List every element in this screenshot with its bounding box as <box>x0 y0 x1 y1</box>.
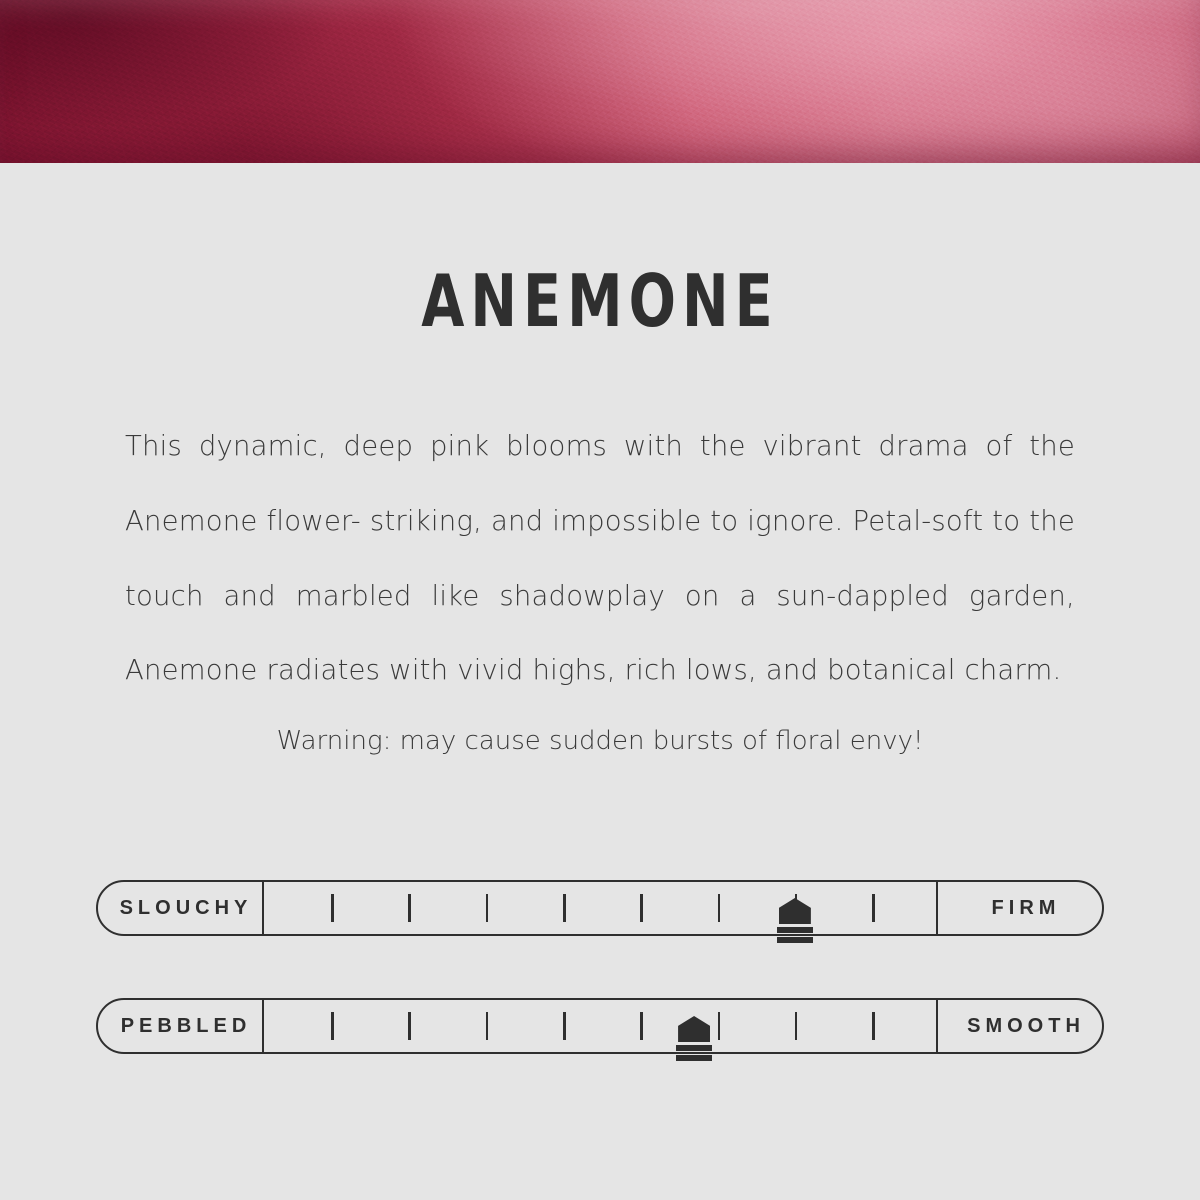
scale-left-label: PEBBLED <box>96 998 264 1054</box>
scale-left-label: SLOUCHY <box>96 880 264 936</box>
page-title: ANEMONE <box>421 259 779 343</box>
scale-right-label: FIRM <box>936 880 1104 936</box>
marker-bar-upper <box>777 927 813 933</box>
scale-marker[interactable] <box>672 1016 716 1072</box>
marker-head-icon <box>779 898 811 924</box>
scale-tick <box>331 1012 334 1040</box>
description-text: This dynamic, deep pink blooms with the vibrant drama of the Anemone flower- striking, and impossible to ignore. Petal-soft to the touch and marbled like shadowplay on a sun-dappled garden, Anemone radiates with vivid highs, rich lows, and botanical charm. <box>125 430 1075 687</box>
attribute-scales <box>0 880 1200 1116</box>
scale-tick-group <box>264 880 936 936</box>
marker-bar-lower <box>676 1055 712 1061</box>
scale-texture[interactable] <box>96 998 1104 1054</box>
marker-head-icon <box>678 1016 710 1042</box>
warning-text: Warning: may cause sudden bursts of floral envy! <box>276 726 924 757</box>
leather-swatch-banner <box>0 0 1200 163</box>
card-content <box>0 259 1200 769</box>
scale-tick <box>408 894 411 922</box>
scale-tick <box>872 1012 875 1040</box>
scale-tick <box>640 894 643 922</box>
scale-tick <box>486 894 489 922</box>
description-block <box>125 409 1075 708</box>
scale-tick <box>563 1012 566 1040</box>
scale-tick-group <box>264 998 936 1054</box>
scale-tick <box>872 894 875 922</box>
leather-vignette <box>0 0 1200 163</box>
scale-tick <box>795 1012 798 1040</box>
scale-tick <box>718 894 721 922</box>
marker-bar-upper <box>676 1045 712 1051</box>
scale-firmness[interactable] <box>96 880 1104 936</box>
marker-bar-lower <box>777 937 813 943</box>
scale-tick <box>408 1012 411 1040</box>
scale-tick <box>331 894 334 922</box>
scale-tick <box>563 894 566 922</box>
scale-tick <box>640 1012 643 1040</box>
scale-tick <box>718 1012 721 1040</box>
scale-marker[interactable] <box>773 898 817 954</box>
scale-right-label: SMOOTH <box>936 998 1104 1054</box>
scale-tick <box>486 1012 489 1040</box>
